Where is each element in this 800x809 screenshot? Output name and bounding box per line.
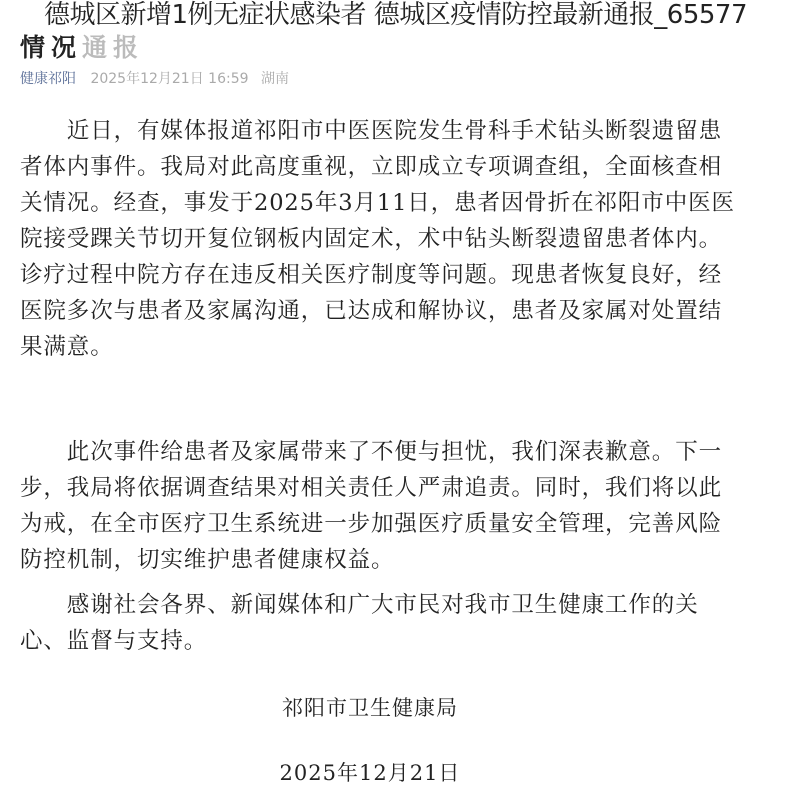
paragraph-line: 医院多次与患者及家属沟通，已达成和解协议，患者及家属对处置结 (20, 298, 723, 324)
paragraph-line: 防控机制，切实维护患者健康权益。 (20, 547, 395, 573)
paragraph-line: 院接受踝关节切开复位钢板内固定术，术中钻头断裂遗留患者体内。 (20, 226, 723, 252)
paragraph-line: 诊疗过程中院方存在违反相关医疗制度等问题。现患者恢复良好，经 (20, 262, 723, 288)
paragraph-line: 心、监督与支持。 (20, 628, 208, 654)
title-text: 情况 (20, 33, 83, 62)
paragraph-1 (20, 113, 790, 365)
article-title (20, 33, 144, 63)
publish-location: 湖南 (260, 71, 289, 87)
paragraph-line: 为戒，在全市医疗卫生系统进一步加强医疗质量安全管理，完善风险 (20, 511, 723, 537)
title-text-faded: 通报 (82, 33, 145, 62)
paragraph-line: 关情况。经查，事发于2025年3月11日，患者因骨折在祁阳市中医医 (20, 190, 735, 216)
paragraph-line: 者体内事件。我局对此高度重视，立即成立专项调查组，全面核查相 (20, 154, 723, 180)
signature-org: 祁阳市卫生健康局 (282, 696, 458, 720)
paragraph-2 (20, 434, 790, 578)
paragraph-line: 此次事件给患者及家属带来了不便与担忧，我们深表歉意。下一 (20, 439, 723, 465)
signature-date: 2025年12月21日 (279, 761, 461, 785)
paragraph-3 (20, 587, 790, 659)
publish-datetime: 2025年12月21日 16:59 (90, 71, 249, 87)
paragraph-line: 感谢社会各界、新闻媒体和广大市民对我市卫生健康工作的关 (20, 592, 699, 618)
source-account-link[interactable]: 健康祁阳 (20, 71, 76, 87)
paragraph-line: 果满意。 (20, 334, 114, 360)
paragraph-line: 步，我局将依据调查结果对相关责任人严肃追责。同时，我们将以此 (20, 475, 723, 501)
overlay-headline: 德城区新增1例无症状感染者 德城区疫情防控最新通报_65577 (44, 0, 748, 30)
article-meta (20, 70, 297, 88)
paragraph-line: 近日，有媒体报道祁阳市中医医院发生骨科手术钻头断裂遗留患 (20, 118, 723, 144)
